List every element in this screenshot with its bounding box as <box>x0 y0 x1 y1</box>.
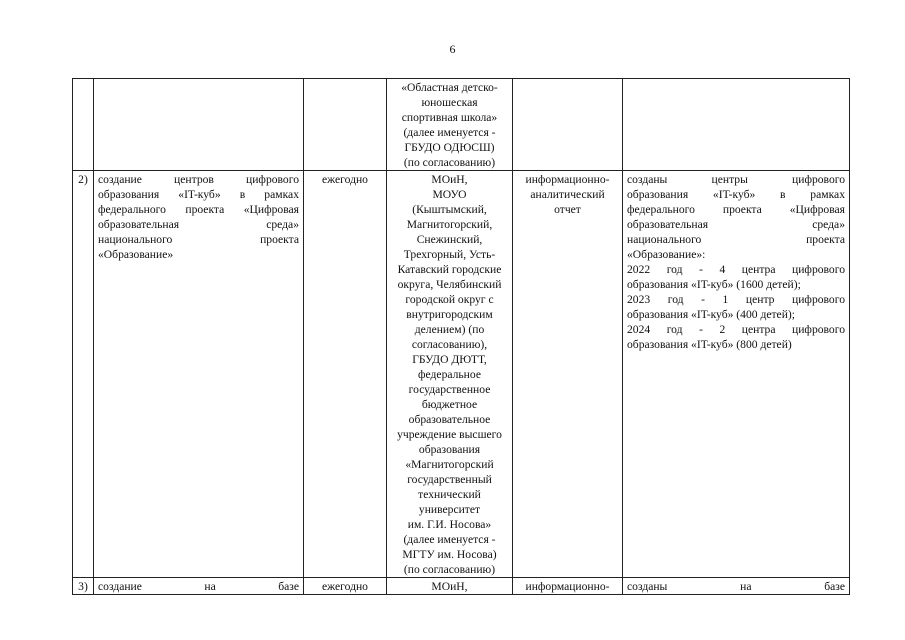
activity-line: «Образование» <box>98 248 174 261</box>
report-cell: информационно- <box>513 578 623 595</box>
result-line: 2022 год - 4 центра цифрового <box>627 263 845 276</box>
executor-line: Магнитогорский, <box>406 218 493 231</box>
activity-line: национального проекта <box>98 233 299 246</box>
table-row <box>73 578 850 595</box>
result-line: национального проекта <box>627 233 845 246</box>
executor-line: технический <box>418 488 481 501</box>
activity-line: образовательная среда» <box>98 218 299 231</box>
period-cell <box>304 79 387 171</box>
executor-line: округа, Челябинский <box>397 278 502 291</box>
executor-line: юношеская <box>421 96 478 109</box>
table-row <box>73 79 850 171</box>
executor-line: (далее именуется - <box>403 533 496 546</box>
executor-line: бюджетное <box>421 398 478 411</box>
plan-table <box>72 78 850 595</box>
executor-line: городской округ с <box>405 293 494 306</box>
executor-line: учреждение высшего <box>397 428 502 441</box>
executor-line: им. Г.И. Носова» <box>407 518 492 531</box>
executors-cell <box>387 171 513 578</box>
report-cell <box>513 79 623 171</box>
activity-line: создание на базе <box>98 580 299 593</box>
executor-line: образования <box>418 443 481 456</box>
activity-line: федерального проекта «Цифровая <box>98 203 299 216</box>
executor-line: спортивная школа» <box>401 111 498 124</box>
activity-cell <box>94 79 304 171</box>
executor-line: ГБУДО ДЮТТ, <box>412 353 487 366</box>
result-line: образования «IT-куб» (1600 детей); <box>627 278 801 291</box>
executor-line: МОиН, <box>431 173 468 186</box>
result-line: образования «IT-куб» в рамках <box>627 188 845 201</box>
executors-cell <box>387 79 513 171</box>
executor-line: федеральное <box>418 368 481 381</box>
report-cell <box>513 171 623 578</box>
result-line: образования «IT-куб» (400 детей); <box>627 308 795 321</box>
result-line: созданы центры цифрового <box>627 173 845 186</box>
period-cell: ежегодно <box>304 171 387 578</box>
result-line: федерального проекта «Цифровая <box>627 203 845 216</box>
activity-line: создание центров цифрового <box>98 173 299 186</box>
result-cell <box>623 79 850 171</box>
executor-line: (далее именуется - <box>403 126 496 139</box>
report-line: аналитический <box>530 188 605 201</box>
result-line: образования «IT-куб» (800 детей) <box>627 338 792 351</box>
executor-line: МОУО <box>432 188 467 201</box>
executor-line: (Кыштымский, <box>412 203 487 216</box>
executor-line: согласованию), <box>411 338 488 351</box>
executor-line: делением) (по <box>414 323 485 336</box>
executor-line: образовательное <box>408 413 491 426</box>
activity-line: образования «IT-куб» в рамках <box>98 188 299 201</box>
result-line: 2024 год - 2 центра цифрового <box>627 323 845 336</box>
activity-cell <box>94 578 304 595</box>
executor-line: университет <box>418 503 481 516</box>
result-line: «Образование»: <box>627 248 706 261</box>
executor-line: «Магнитогорский <box>405 458 494 471</box>
period-cell: ежегодно <box>304 578 387 595</box>
table-row <box>73 171 850 578</box>
result-line: созданы на базе <box>627 580 845 593</box>
result-cell <box>623 578 850 595</box>
report-line: отчет <box>554 203 581 216</box>
row-number-cell: 2) <box>73 171 94 578</box>
executor-line: МГТУ им. Носова) <box>402 548 497 561</box>
page-number: 6 <box>449 42 456 56</box>
executor-line: внутригородским <box>406 308 493 321</box>
report-line: информационно- <box>525 173 610 186</box>
executor-line: «Областная детско- <box>401 81 498 94</box>
row-number-cell <box>73 79 94 171</box>
result-line: 2023 год - 1 центр цифрового <box>627 293 845 306</box>
executor-line: ГБУДО ОДЮСШ) <box>404 141 495 154</box>
row-number-cell: 3) <box>73 578 94 595</box>
executor-line: государственное <box>408 383 491 396</box>
executor-line: Снежинский, <box>416 233 483 246</box>
result-cell <box>623 171 850 578</box>
executor-line: Трехгорный, Усть- <box>403 248 496 261</box>
executor-line: Катавский городские <box>397 263 502 276</box>
executor-line: (по согласованию) <box>403 563 496 576</box>
result-line: образовательная среда» <box>627 218 845 231</box>
activity-cell <box>94 171 304 578</box>
executor-line: (по согласованию) <box>403 156 496 169</box>
executor-line: государственный <box>407 473 492 486</box>
executors-cell: МОиН, <box>387 578 513 595</box>
